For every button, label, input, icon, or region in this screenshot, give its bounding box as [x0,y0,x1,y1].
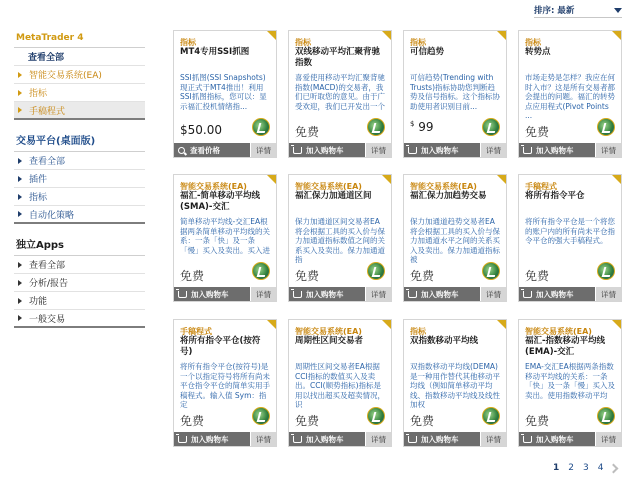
price-currency: $ [410,120,415,128]
corner-flag-icon [497,31,506,40]
product-title[interactable]: 福汇-指数移动平均线(EMA)-交汇 [525,336,606,357]
details-button[interactable]: 详情 [365,432,391,446]
sort-dropdown[interactable] [534,3,622,18]
cart-icon [178,436,187,443]
product-title[interactable]: 福汇保力加通道区间 [295,191,372,201]
add-to-cart-button[interactable]: 加入购物车 [289,432,365,446]
product-card[interactable] [518,30,622,158]
cart-icon [293,436,302,443]
chevron-right-icon [18,298,22,304]
page-link-1[interactable]: 1 [553,463,560,473]
product-actions [289,287,391,301]
metatrader-logo-icon [367,118,385,136]
view-price-button[interactable]: 查看价格 [174,143,250,157]
product-price: 免费 [410,414,435,428]
product-description: 可信趋势(Trending with Trusts)指标协助您判断趋势及信号指标。这个指标协助使用者识别目前... [410,73,500,111]
corner-flag-icon [382,31,391,40]
sidebar-section-desktop-title: 交易平台(桌面版) [14,129,145,152]
sort-label: 排序: 最新 [534,6,575,16]
product-card[interactable] [288,174,392,302]
chevron-right-icon [18,90,22,96]
product-price: 免费 [180,269,205,283]
product-description: SSI抓图(SSI Snapshots)现正式于MT4推出！利用SSI抓图指标，您可以：显示福汇投机情绪指... [180,73,267,111]
product-price: 免费 [180,414,205,428]
product-price: $ 99 [410,120,434,134]
product-category: 指标 [410,38,426,47]
add-to-cart-button[interactable]: 加入购物车 [289,143,365,157]
metatrader-logo-icon [597,262,615,280]
add-to-cart-button[interactable]: 加入购物车 [519,287,595,301]
sidebar-item-mt4-scripts[interactable]: 手稿程式 [14,102,145,120]
product-price: 免费 [525,269,550,283]
metatrader-logo-icon [482,407,500,425]
product-card[interactable] [173,30,277,158]
cart-icon [523,291,532,298]
product-price: 免费 [410,269,435,283]
product-price: 免费 [295,125,320,139]
page-link-2[interactable]: 2 [568,463,574,473]
cart-icon [523,147,532,154]
cart-icon [293,147,302,154]
sidebar-item-mt4-ea[interactable]: 智能交易系统(EA) [14,66,145,84]
add-to-cart-button[interactable]: 加入购物车 [519,432,595,446]
cart-icon [523,436,532,443]
cart-icon [408,291,417,298]
product-price: 免费 [525,414,550,428]
chevron-right-icon [18,158,22,164]
metatrader-logo-icon [597,118,615,136]
product-card[interactable] [173,319,277,447]
product-description: 双指数移动平均线(DEMA)是一种用作替代其他移动平均线（例如简单移动平均线、指数移动平均线及线性加权 [410,362,500,409]
metatrader-logo-icon [252,407,270,425]
details-button[interactable]: 详情 [250,287,276,301]
product-actions [174,432,276,446]
product-description: 周期性区间交易者EA根据CCI指标的数值买入及卖出。CCI(顺势指标)指标是用以找出超买及超卖情况，识 [295,362,385,409]
metatrader-logo-icon [252,262,270,280]
product-category: 智能交易系统(EA) [410,182,477,191]
add-to-cart-button[interactable]: 加入购物车 [289,287,365,301]
product-category: 智能交易系统(EA) [295,327,362,336]
product-category: 智能交易系统(EA) [525,327,592,336]
sidebar-item-mt4-view-all[interactable]: 查看全部 [14,48,145,66]
product-card[interactable] [518,319,622,447]
corner-flag-icon [497,175,506,184]
product-actions [404,143,506,157]
sidebar-item-desktop-plugins[interactable]: 插件 [14,170,145,188]
product-description: EMA-交汇EA根据两条指数移动平均线的关系：一条「快」及一条「慢」买入及卖出。使用指数移动平均 [525,362,615,400]
sidebar [14,30,145,328]
product-actions [519,143,621,157]
product-category: 智能交易系统(EA) [295,182,362,191]
metatrader-logo-icon [367,262,385,280]
metatrader-logo-icon [597,407,615,425]
product-card[interactable] [403,174,507,302]
details-button[interactable]: 详情 [595,432,621,446]
add-to-cart-button[interactable]: 加入购物车 [519,143,595,157]
sidebar-section-apps-title: 独立Apps [14,233,145,256]
product-description: 喜爱使用移动平均汇聚背驰指数(MACD)的交易者，我们已听取您的意见。由于广受欢迎，我们已开发出一个 [295,73,385,111]
corner-flag-icon [612,175,621,184]
product-actions [289,432,391,446]
corner-flag-icon [267,31,276,40]
chevron-right-icon [18,194,22,200]
sidebar-item-desktop-indicators[interactable]: 指标 [14,188,145,206]
sidebar-item-apps-trading[interactable]: 一般交易 [14,310,145,328]
product-title[interactable]: 可信趋势 [410,47,445,57]
product-title[interactable]: 将所有指令平仓(按符号) [180,336,261,357]
sidebar-item-desktop-strategies[interactable]: 自动化策略 [14,206,145,224]
product-actions [174,143,276,157]
details-button[interactable]: 详情 [595,143,621,157]
product-price: 免费 [525,125,550,139]
metatrader-logo-icon [482,262,500,280]
sidebar-item-apps-analysis[interactable]: 分析/报告 [14,274,145,292]
product-card[interactable] [518,174,622,302]
product-category: 指标 [180,38,196,47]
product-card[interactable] [403,319,507,447]
product-category: 指标 [525,38,541,47]
chevron-right-icon [18,72,22,78]
product-title[interactable]: 福汇保力加趋势交易 [410,191,487,201]
details-button[interactable]: 详情 [480,432,506,446]
product-description: 将所有指令平仓(按符号)是一个以指定符号将所有尚未平仓指令平仓的简单实用手稿程式。输入值 Sym：指定 [180,362,270,409]
product-price: 免费 [295,414,320,428]
product-card[interactable] [403,30,507,158]
product-title[interactable]: 双线移动平均汇聚背驰指数 [295,47,381,68]
product-title[interactable]: 双指数移动平均线 [410,336,479,346]
product-price: 免费 [295,269,320,283]
product-category: 手稿程式 [525,182,557,191]
product-category: 指标 [295,38,311,47]
details-button[interactable]: 详情 [480,143,506,157]
corner-flag-icon [612,31,621,40]
metatrader-logo-icon [367,407,385,425]
page-link-4[interactable]: 4 [597,463,604,473]
chevron-right-icon [18,176,22,182]
cart-icon [408,436,417,443]
details-button[interactable]: 详情 [595,287,621,301]
product-description: 保力加通道趋势交易者EA将会根据工具的买入价与保力加通道水平之间的关系买入及卖出。保力加通道指标被 [410,217,500,264]
details-button[interactable]: 详情 [365,143,391,157]
product-actions [174,287,276,301]
corner-flag-icon [267,175,276,184]
product-category: 智能交易系统(EA) [180,182,247,191]
pagination [553,463,617,473]
product-category: 指标 [410,327,426,336]
product-description: 保力加通道区间交易者EA将会根据工具的买入价与保力加通道指标数值之间的关系买入及卖出。保力加通道指 [295,217,385,264]
cart-icon [293,291,302,298]
sidebar-item-apps-view-all[interactable]: 查看全部 [14,256,145,274]
chevron-right-icon [18,107,22,113]
add-to-cart-button[interactable]: 加入购物车 [404,287,480,301]
product-actions [519,432,621,446]
product-card[interactable] [288,319,392,447]
product-category: 手稿程式 [180,327,212,336]
chevron-down-icon [614,8,622,13]
details-button[interactable]: 详情 [250,143,276,157]
corner-flag-icon [267,320,276,329]
product-title[interactable]: MT4专用SSI抓图 [180,47,250,57]
cart-icon [178,291,187,298]
product-title[interactable]: 转势点 [525,47,551,57]
product-title[interactable]: 将所有指令平仓 [525,191,585,201]
details-button[interactable]: 详情 [250,432,276,446]
sidebar-item-desktop-view-all[interactable]: 查看全部 [14,152,145,170]
chevron-right-icon [18,315,22,321]
product-card[interactable] [288,30,392,158]
product-actions [404,432,506,446]
sidebar-section-mt4-title: MetaTrader 4 [14,30,145,48]
product-actions [404,287,506,301]
product-title[interactable]: 福汇-简单移动平均线(SMA)-交汇 [180,191,261,212]
product-description: 将所有指令平仓是一个将您的账户内的所有尚未平仓指令平仓的强大手稿程式。 [525,217,615,245]
metatrader-logo-icon [252,118,270,136]
add-to-cart-button[interactable]: 加入购物车 [404,143,480,157]
corner-flag-icon [612,320,621,329]
corner-flag-icon [382,175,391,184]
next-page-icon[interactable] [609,463,619,473]
add-to-cart-button[interactable]: 加入购物车 [174,432,250,446]
sidebar-item-apps-functions[interactable]: 功能 [14,292,145,310]
cart-icon [408,147,417,154]
details-button[interactable]: 详情 [480,287,506,301]
corner-flag-icon [497,320,506,329]
product-description: 市场走势是怎样？我应在何时入市？这是所有交易者都会提出的问题。福汇的转势点应用程式(Pivot Points ... [525,73,615,120]
product-title[interactable]: 周期性区间交易者 [295,336,364,346]
metatrader-logo-icon [482,118,500,136]
chevron-right-icon [18,280,22,286]
sidebar-item-mt4-indicators[interactable]: 指标 [14,84,145,102]
page-link-3[interactable]: 3 [583,463,589,473]
add-to-cart-button[interactable]: 加入购物车 [174,287,250,301]
product-actions [519,287,621,301]
product-price: $50.00 [180,123,222,137]
add-to-cart-button[interactable]: 加入购物车 [404,432,480,446]
product-actions [289,143,391,157]
details-button[interactable]: 详情 [365,287,391,301]
corner-flag-icon [382,320,391,329]
chevron-right-icon [18,262,22,268]
search-icon [178,147,185,154]
product-card[interactable] [173,174,277,302]
chevron-right-icon [18,211,22,217]
product-description: 简单移动平均线-交汇EA根据两条简单移动平均线的关系：一条「快」及一条「慢」买入及卖出。买入进 [180,217,270,255]
